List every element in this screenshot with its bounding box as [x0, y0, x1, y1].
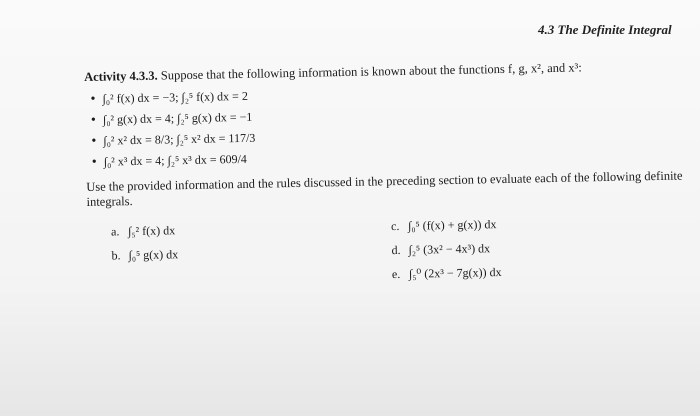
exercise-label: e.	[391, 266, 401, 281]
given-fact: • ∫₀² f(x) dx = −3; ∫₂⁵ f(x) dx = 2	[102, 80, 684, 106]
given-fact: • ∫₀² x³ dx = 4; ∫₂⁵ x³ dx = 609/4	[104, 143, 686, 169]
exercise-expression: ∫₀⁵ g(x) dx	[128, 247, 179, 263]
exercise-label: d.	[391, 242, 401, 258]
activity-text: Suppose that the following information is known about the functions f, g, x², and x³:	[160, 60, 582, 83]
given-fact: • ∫₀² g(x) dx = 4; ∫₂⁵ g(x) dx = −1	[103, 101, 685, 127]
exercise-d	[391, 241, 490, 258]
exercise-e	[392, 265, 502, 282]
activity-label: Activity 4.3.3.	[84, 68, 158, 84]
exercise-expression: ∫₂⁵ (3x² − 4x³) dx	[408, 241, 491, 257]
exercise-expression: ∫₅⁰ (2x³ − 7g(x)) dx	[408, 264, 502, 281]
instructions: Use the provided information and the rules discussed in the preceding section to evaluate each of the following definite integrals.	[86, 168, 683, 210]
exercise-label: b.	[111, 248, 121, 263]
given-facts-list	[84, 80, 685, 170]
exercise-label: c.	[390, 218, 400, 234]
exercise-b	[111, 247, 178, 263]
running-header: 4.3 The Definite Integral	[538, 22, 672, 37]
activity-content	[84, 58, 688, 302]
exercise-c	[391, 217, 497, 234]
exercise-expression: ∫₀⁵ (f(x) + g(x)) dx	[407, 216, 497, 233]
exercise-a	[111, 223, 175, 239]
exercise-label: a.	[110, 224, 120, 239]
exercise-expression: ∫₅² f(x) dx	[127, 223, 176, 239]
exercise-list	[87, 211, 688, 303]
given-fact: • ∫₀² x² dx = 8/3; ∫₂⁵ x² dx = 117/3	[103, 122, 685, 148]
